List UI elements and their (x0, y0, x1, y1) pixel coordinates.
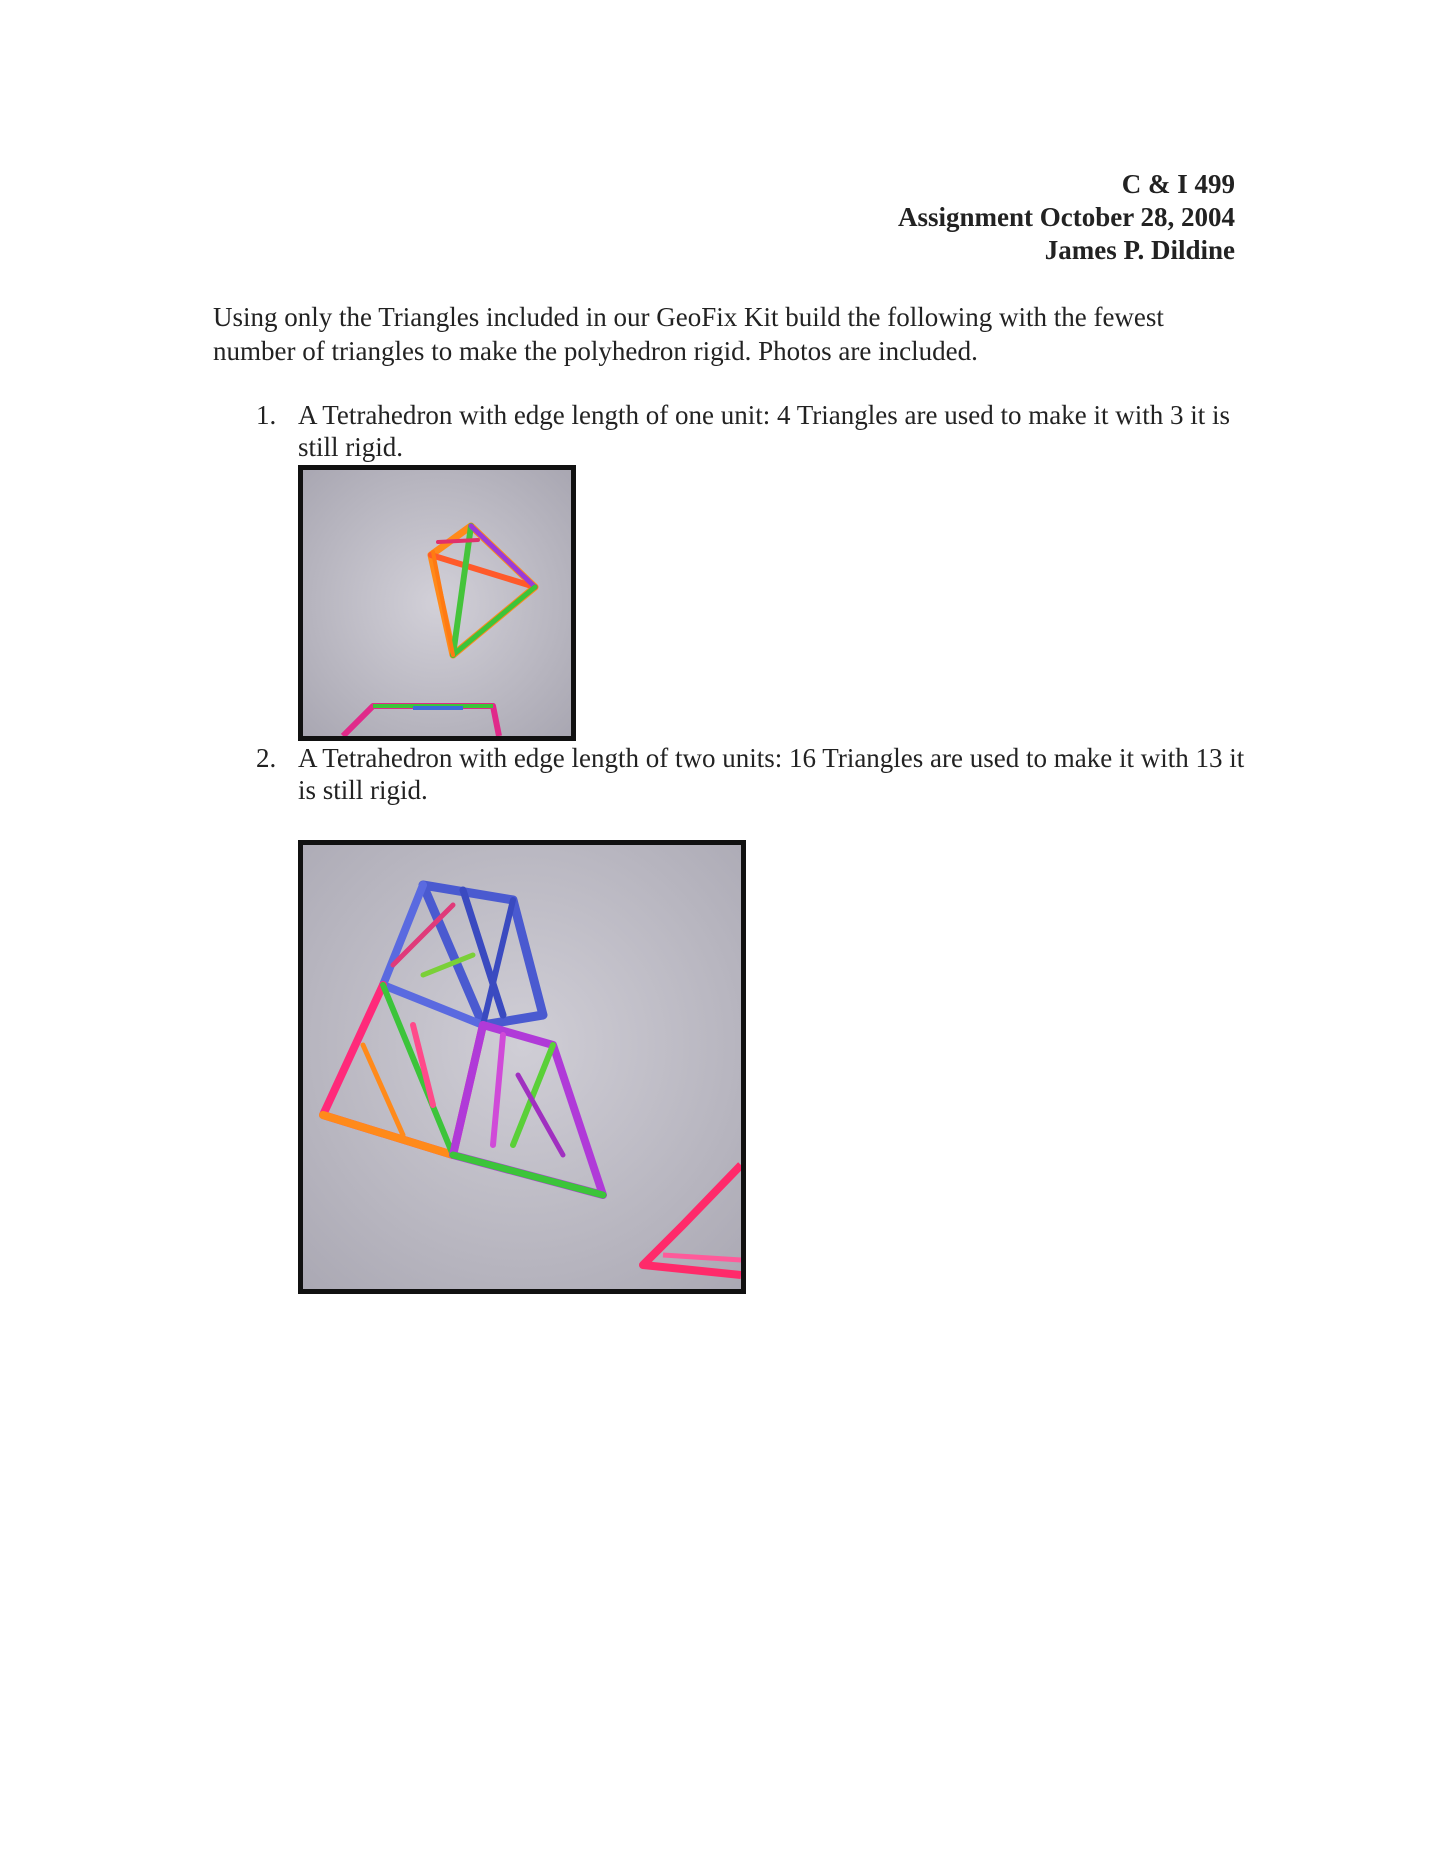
list-text: A Tetrahedron with edge length of two units: 16 Triangles are used to make it with 13 it is still rigid. (298, 743, 1245, 805)
course-title: C & I 499 (1121, 169, 1235, 199)
assignment-date: Assignment October 28, 2004 (898, 202, 1235, 232)
author-name: James P. Dildine (1044, 235, 1235, 265)
photo-drawing (303, 845, 741, 1289)
list-text: A Tetrahedron with edge length of one unit: 4 Triangles are used to make it with 3 it is still rigid. (298, 400, 1230, 462)
list-number: 2. (256, 743, 277, 773)
tetrahedron-two-units-photo (298, 840, 746, 1294)
intro-paragraph: Using only the Triangles included in our GeoFix Kit build the following with the fewest number of triangles to make the polyhedron rigid. Photos are included. (213, 302, 1164, 366)
photo-drawing (303, 470, 571, 736)
list-number: 1. (256, 400, 277, 430)
tetrahedron-one-unit-photo (298, 465, 576, 741)
document-header (898, 168, 1235, 267)
